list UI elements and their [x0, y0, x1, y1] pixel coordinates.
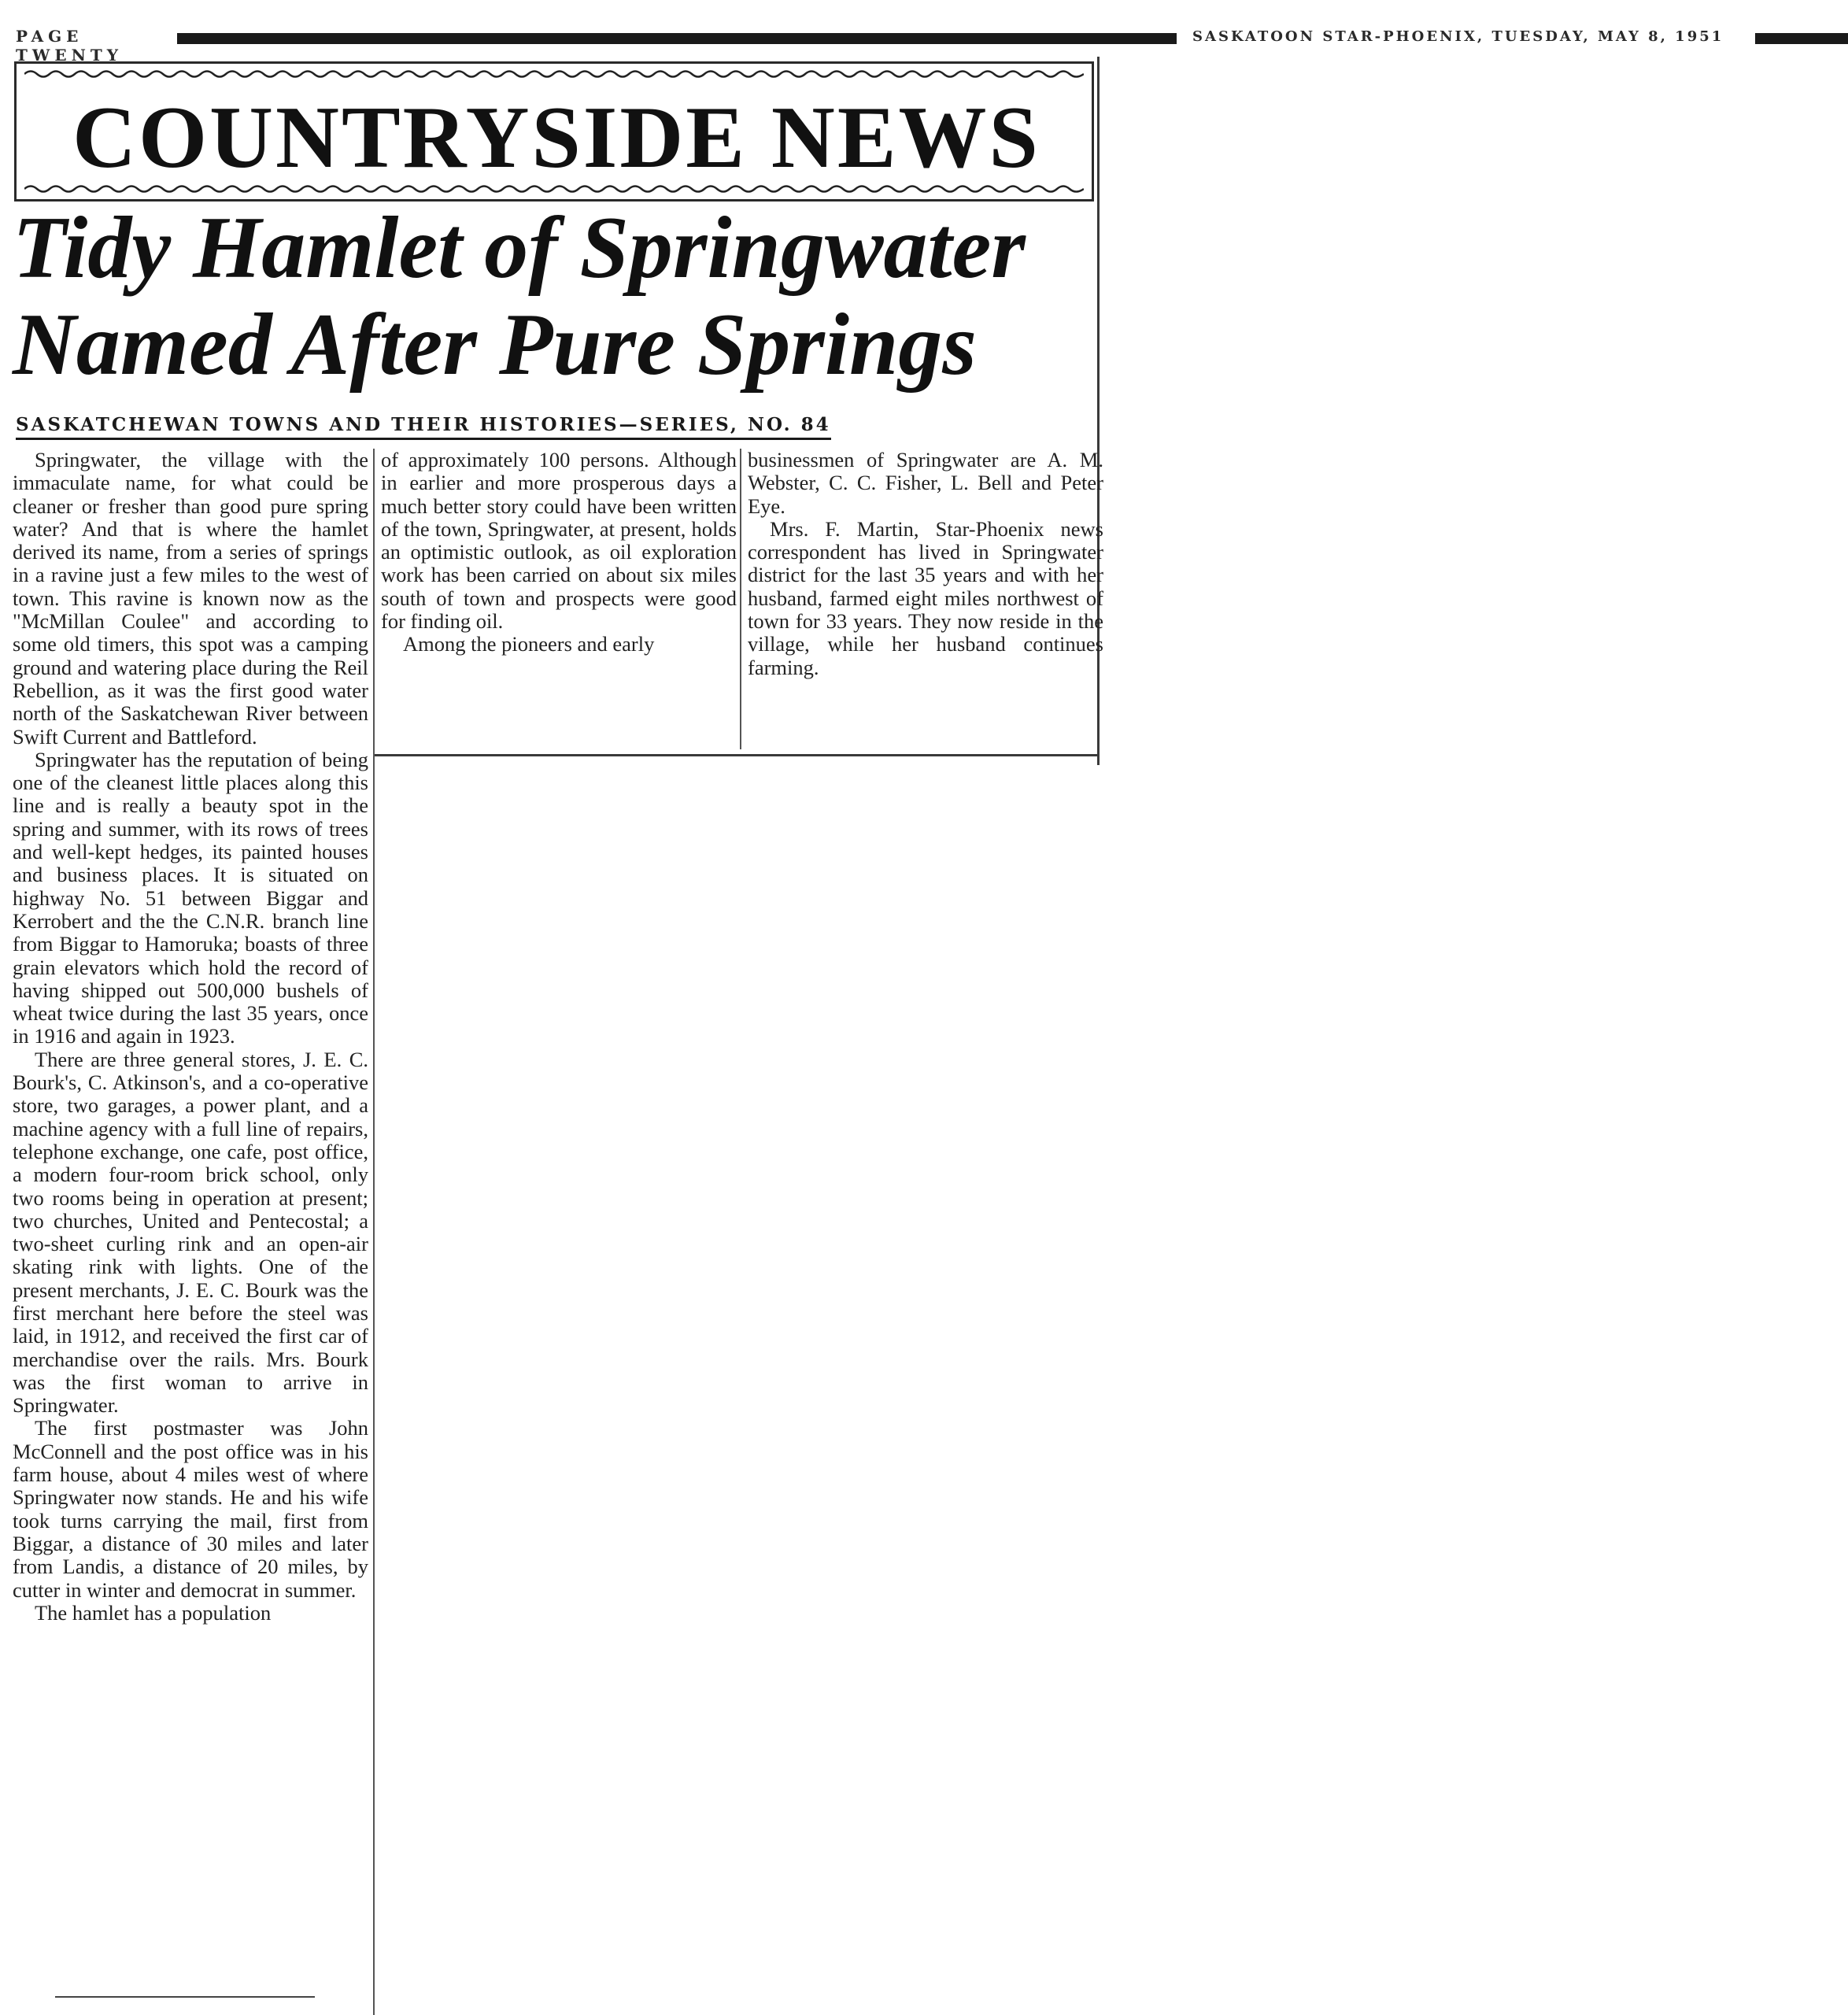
article-column-3 [748, 449, 1103, 679]
column-rule-1 [373, 449, 375, 2015]
headline [13, 200, 1099, 394]
paragraph: Among the pioneers and early [403, 632, 655, 656]
paragraph: Springwater has the reputation of being one of the cleanest little places along this line and is really a beauty spot in the spring and summer, with its rows of trees and well-kept hedges, its painted houses and business places. It is situated on highway No. 51 between Biggar and Kerrobert and the the C.N.R. branch line from Biggar to Hamoruka; boasts of three grain elevators which hold the record of having shipped out 500,000 bushels of wheat twice during the last 35 years, once in 1916 and again in 1923. [13, 747, 368, 1048]
paragraph: of approximately 100 persons. Although in earlier and more prosperous days a much better story could have been written of the town, Springwater, at present, holds an optimistic outlook, as oil exploration work has been carried on about six miles south of town and prospects were good for finding oil. [381, 448, 737, 634]
paragraph: There are three general stores, J. E. C. Bourk's, C. Atkinson's, and a co-operative store, two garages, a power plant, and a machine agency with a full line of repairs, telephone exchange, one cafe, post office, a modern four-room brick school, only two rooms being in operation at present; two churches, United and Pentecostal; a two-sheet curling rink and an open-air skating rink with lights. One of the present merchants, J. E. C. Bourk was the first merchant here before the steel was laid, in 1912, and received the first car of merchandise over the rails. Mrs. Bourk was the first woman to arrive in Springwater. [13, 1047, 368, 1418]
running-head-rule-right [1755, 33, 1848, 44]
article [9, 52, 1103, 2015]
column-end-rule [55, 1996, 315, 1998]
section-banner [14, 61, 1094, 202]
banner-wave-border-top [24, 68, 1084, 79]
series-line: SASKATCHEWAN TOWNS AND THEIR HISTORIES—SERIES, NO. 84 [16, 414, 831, 440]
paragraph: Springwater, the village with the immaculate name, for what could be cleaner or fresher than good pure spring water? And that is where the hamlet derived its name, from a series of springs in a ravine just a few miles to the west of town. This ravine is known now as the "McMillan Coulee" and according to some old timers, this spot was a camping ground and watering place during the Reil Rebellion, as it was the first good water north of the Saskatchewan River between Swift Current and Battleford. [13, 448, 368, 749]
paragraph: The hamlet has a population [35, 1600, 272, 1625]
paragraph: The first postmaster was John McConnell and the post office was in his farm house, about 4 miles west of where Springwater now stands. He and his wife took turns carrying the mail, first from Biggar, a distance of 30 miles and later from Landis, a distance of 20 miles, by cutter in winter and democrat in summer. [13, 1416, 368, 1602]
headline-line-1: Tidy Hamlet of Springwater [13, 199, 1026, 297]
headline-line-2: Named After Pure Springs [13, 296, 977, 394]
section-banner-title: COUNTRYSIDE NEWS [72, 89, 1040, 187]
article-column-2 [381, 449, 737, 656]
dateline: SASKATOON STAR-PHOENIX, TUESDAY, MAY 8, 1951 [1192, 28, 1724, 45]
page-label: PAGE TWENTY [16, 27, 124, 65]
paragraph: businessmen of Springwater are A. M. Webster, C. C. Fisher, L. Bell and Peter Eye. [748, 448, 1103, 518]
column-rule-2 [740, 449, 741, 749]
running-head-rule-left [177, 33, 1177, 44]
article-column-1 [13, 449, 368, 1625]
paragraph: Mrs. F. Martin, Star-Phoenix news correspondent has lived in Springwater district for the last 35 years and with her husband, farmed eight miles northwest of town for 33 years. They now reside in the village, while her husband continues farming. [748, 516, 1103, 679]
article-frame-bottom [373, 754, 1100, 756]
banner-wave-border-bottom [24, 183, 1084, 194]
